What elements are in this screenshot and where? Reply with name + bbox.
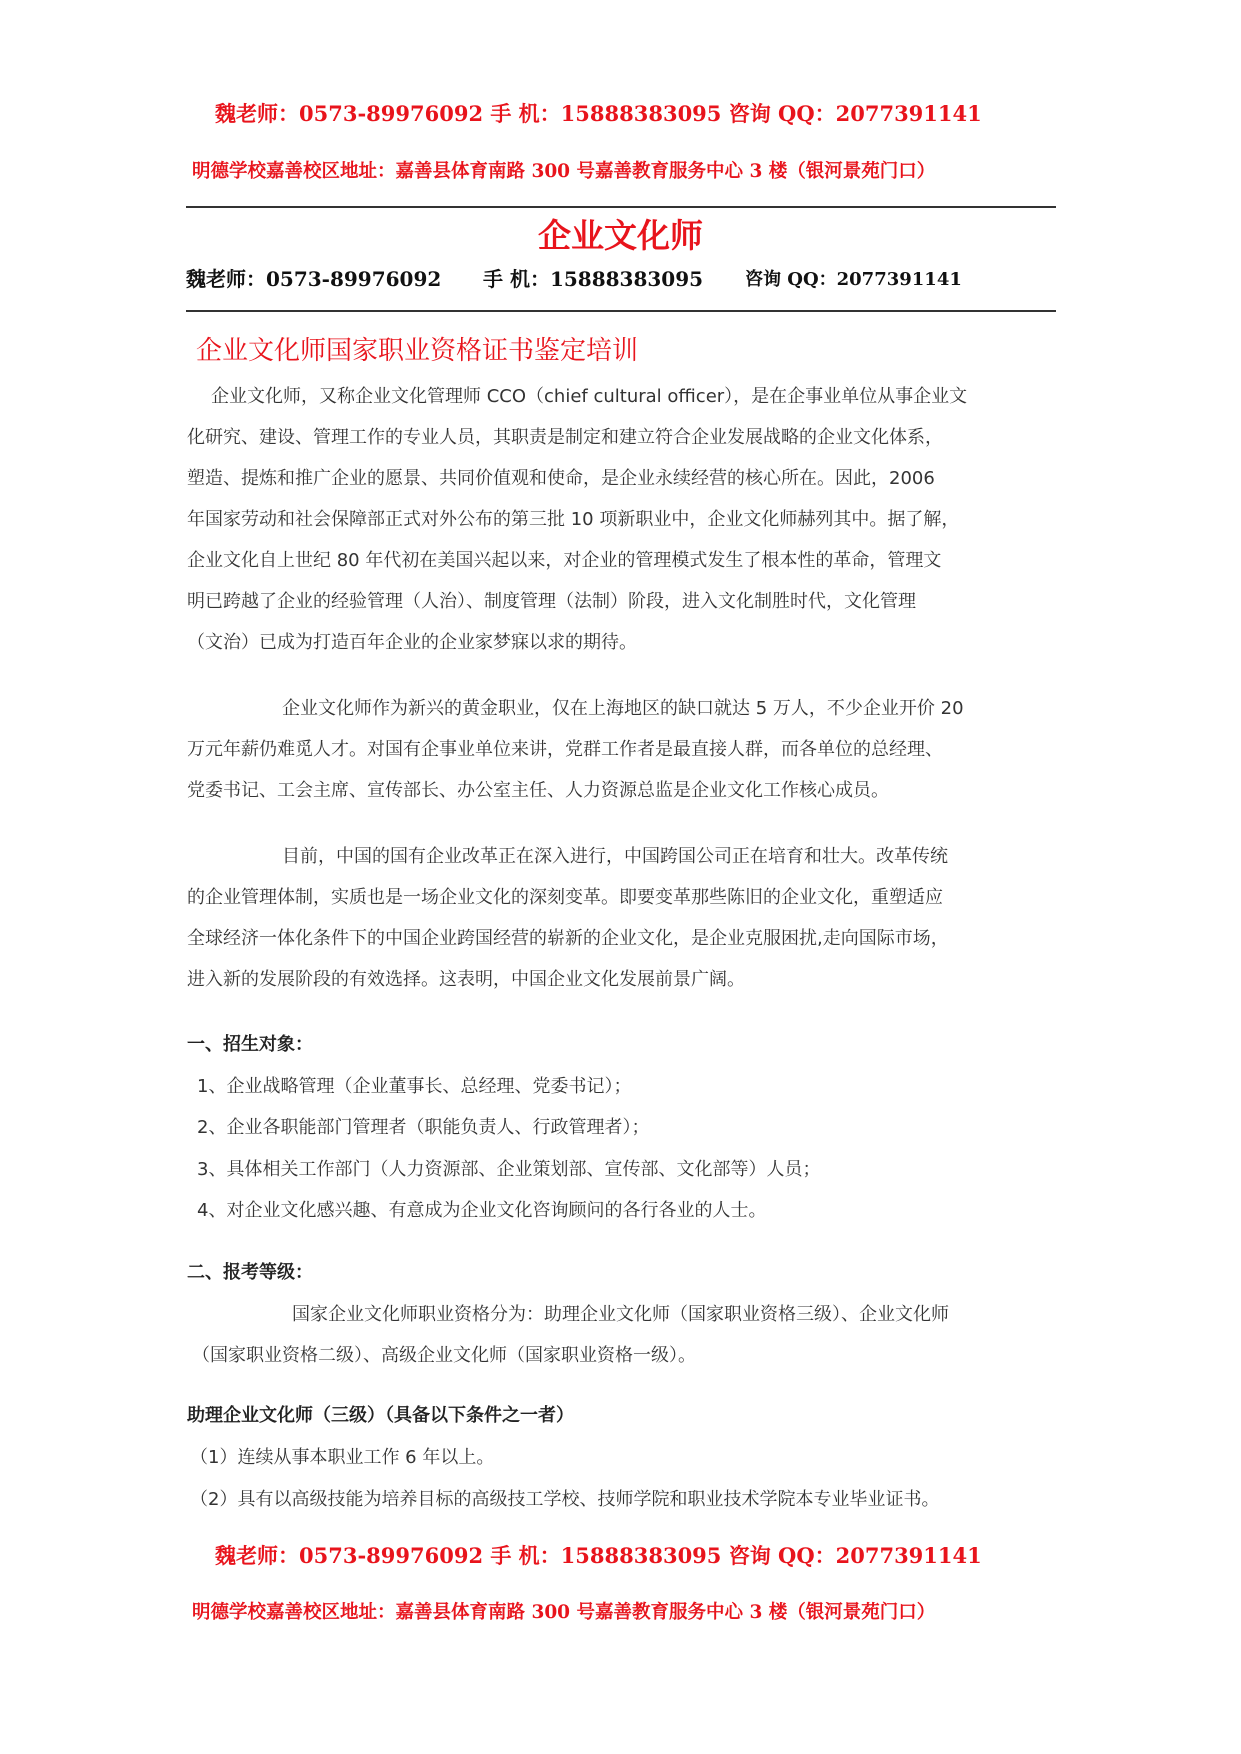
sec1-item: 1、企业战略管理（企业董事长、总经理、党委书记）； bbox=[197, 1076, 632, 1097]
assistant-item: （1）连续从事本职业工作 6 年以上。 bbox=[190, 1447, 495, 1468]
subcontact-qq: 咨询 QQ：2077391141 bbox=[745, 269, 962, 290]
footer-address: 明德学校嘉善校区地址：嘉善县体育南路 300 号嘉善教育服务中心 3 楼（银河景苑门口） bbox=[192, 1602, 936, 1623]
intro-line: 明已跨越了企业的经验管理（人治）、制度管理（法制）阶段，进入文化制胜时代，文化管理 bbox=[187, 591, 916, 612]
intro-line: （文治）已成为打造百年企业的企业家梦寐以求的期待。 bbox=[187, 632, 637, 653]
subcontact-mobile: 手 机：15888383095 bbox=[483, 267, 704, 291]
intro-line: 塑造、提炼和推广企业的愿景、共同价值观和使命，是企业永续经营的核心所在。因此，2006 bbox=[187, 468, 935, 489]
sec2-heading: 二、报考等级： bbox=[187, 1262, 313, 1283]
header-address: 明德学校嘉善校区地址：嘉善县体育南路 300 号嘉善教育服务中心 3 楼（银河景苑门口） bbox=[192, 161, 936, 182]
footer-contact: 魏老师：0573-89976092 手 机：15888383095 咨询 QQ：2077391141 bbox=[215, 1543, 982, 1568]
intro-line: 企业文化自上世纪 80 年代初在美国兴起以来，对企业的管理模式发生了根本性的革命，管理文 bbox=[187, 550, 942, 571]
intro-line: 年国家劳动和社会保障部正式对外公布的第三批 10 项新职业中，企业文化师赫列其中。据了解， bbox=[187, 509, 960, 530]
sec1-item: 2、企业各职能部门管理者（职能负责人、行政管理者）； bbox=[197, 1117, 650, 1138]
para3-line: 进入新的发展阶段的有效选择。这表明，中国企业文化发展前景广阔。 bbox=[187, 969, 745, 990]
para3-line: 全球经济一体化条件下的中国企业跨国经营的崭新的企业文化，是企业克服困扰,走向国际市场， bbox=[187, 928, 949, 949]
intro-line: 企业文化师，又称企业文化管理师 CCO（chief cultural officer），是在企事业单位从事企业文 bbox=[211, 386, 968, 407]
assistant-item: （2）具有以高级技能为培养目标的高级技工学校、技师学院和职业技术学院本专业毕业证书。 bbox=[190, 1489, 940, 1510]
header-contact: 魏老师：0573-89976092 手 机：15888383095 咨询 QQ：2077391141 bbox=[215, 101, 982, 126]
sec1-item: 3、具体相关工作部门（人力资源部、企业策划部、宣传部、文化部等）人员； bbox=[197, 1159, 821, 1180]
section-title: 企业文化师国家职业资格证书鉴定培训 bbox=[196, 336, 639, 366]
sec1-item: 4、对企业文化感兴趣、有意成为企业文化咨询顾问的各行各业的人士。 bbox=[197, 1200, 767, 1221]
para3-line: 的企业管理体制，实质也是一场企业文化的深刻变革。即要变革那些陈旧的企业文化，重塑适应 bbox=[187, 887, 943, 908]
sec1-heading: 一、招生对象： bbox=[187, 1034, 313, 1055]
para2-line: 企业文化师作为新兴的黄金职业，仅在上海地区的缺口就达 5 万人，不少企业开价 20 bbox=[282, 698, 964, 719]
subcontact-divider bbox=[186, 310, 1056, 312]
page-title: 企业文化师 bbox=[538, 216, 703, 255]
para3-line: 目前，中国的国有企业改革正在深入进行，中国跨国公司正在培育和壮大。改革传统 bbox=[282, 846, 948, 867]
sec2-line: （国家职业资格二级）、高级企业文化师（国家职业资格一级）。 bbox=[192, 1345, 696, 1366]
sec2-line: 国家企业文化师职业资格分为：助理企业文化师（国家职业资格三级）、企业文化师 bbox=[292, 1304, 949, 1325]
intro-line: 化研究、建设、管理工作的专业人员，其职责是制定和建立符合企业发展战略的企业文化体系， bbox=[187, 427, 943, 448]
para2-line: 万元年薪仍难觅人才。对国有企事业单位来讲，党群工作者是最直接人群，而各单位的总经理、 bbox=[187, 739, 943, 760]
para2-line: 党委书记、工会主席、宣传部长、办公室主任、人力资源总监是企业文化工作核心成员。 bbox=[187, 780, 889, 801]
assistant-heading: 助理企业文化师（三级）（具备以下条件之一者） bbox=[187, 1405, 574, 1426]
header-divider bbox=[186, 206, 1056, 208]
subcontact-teacher: 魏老师：0573-89976092 bbox=[186, 267, 442, 291]
